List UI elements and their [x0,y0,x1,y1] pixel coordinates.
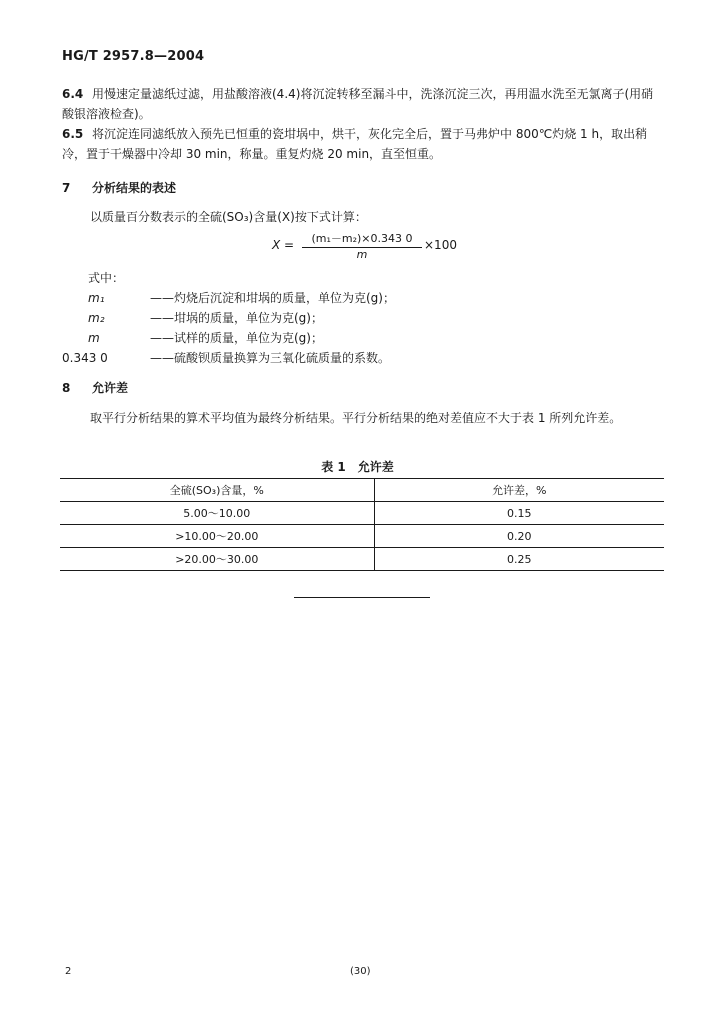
table-cell: 0.25 [374,548,664,571]
table-header: 全硫(SO₃)含量，% [60,479,374,502]
section-title: 分析结果的表述 [92,181,177,195]
section-8-text: 取平行分析结果的算术平均值为最终分析结果。平行分析结果的绝对差值应不大于表 1 所列允许差。 [90,411,622,425]
section-number: 6.5 [62,127,84,141]
formula-fraction [302,230,422,261]
table-header-row [60,479,664,502]
definition-coefficient [62,348,662,368]
section-7-heading [62,178,662,198]
definition-symbol: m₂ [88,311,105,325]
footer-center: (30) [350,966,371,977]
definition-text: ——灼烧后沉淀和坩埚的质量，单位为克(g)； [150,291,395,305]
formula-lhs: X [272,238,281,252]
table-row [60,548,664,571]
formula-numerator: (m₁－m₂)×0.343 0 [302,230,422,248]
section-text: 将沉淀连同滤纸放入预先已恒重的瓷坩埚中，烘干，灰化完全后，置于马弗炉中 800℃灼烧 1 h，取出稍冷，置于干燥器中冷却 30 min，称量。重复灼烧 20 min，直至恒重。 [62,127,648,161]
definition-text: ——硫酸钡质量换算为三氧化硫质量的系数。 [150,351,391,365]
formula-equals: = [284,238,295,252]
end-rule [294,597,430,598]
section-number: 7 [62,181,71,195]
formula-denominator: m [356,248,368,261]
definition-m2 [88,308,688,328]
tolerance-table [60,478,664,571]
definition-symbol: 0.343 0 [62,351,108,365]
table-cell: >10.00～20.00 [60,525,374,548]
formula-intro: 以质量百分数表示的全硫(SO₃)含量(X)按下式计算： [90,210,367,224]
definition-m [88,328,688,348]
definition-symbol: m [88,331,100,345]
section-number: 8 [62,381,71,395]
table-header: 允许差，% [374,479,664,502]
definition-text: ——试样的质量，单位为克(g)； [150,331,323,345]
section-8-heading [62,378,662,398]
formula-multiplier: ×100 [424,238,457,252]
table-cell: >20.00～30.00 [60,548,374,571]
definition-symbol: m₁ [88,291,105,305]
section-6-4 [62,84,662,124]
section-text: 用慢速定量滤纸过滤，用盐酸溶液(4.4)将沉淀转移至漏斗中，洗涤沉淀三次，再用温水洗至无氯离子(用硝酸银溶液检查)。 [62,87,654,121]
table-cell: 5.00～10.00 [60,502,374,525]
table-caption: 表 1 允许差 [321,460,394,474]
formula [272,230,472,264]
where-label: 式中： [88,271,125,285]
table-cell: 0.15 [374,502,664,525]
definition-m1 [88,288,688,308]
definition-text: ——坩埚的质量，单位为克(g)； [150,311,323,325]
section-title: 允许差 [92,381,129,395]
table-row [60,525,664,548]
table-cell: 0.20 [374,525,664,548]
standard-number: HG/T 2957.8—2004 [62,49,205,64]
page-number: 2 [65,966,72,977]
section-6-5 [62,124,662,164]
table-row [60,502,664,525]
section-number: 6.4 [62,87,84,101]
